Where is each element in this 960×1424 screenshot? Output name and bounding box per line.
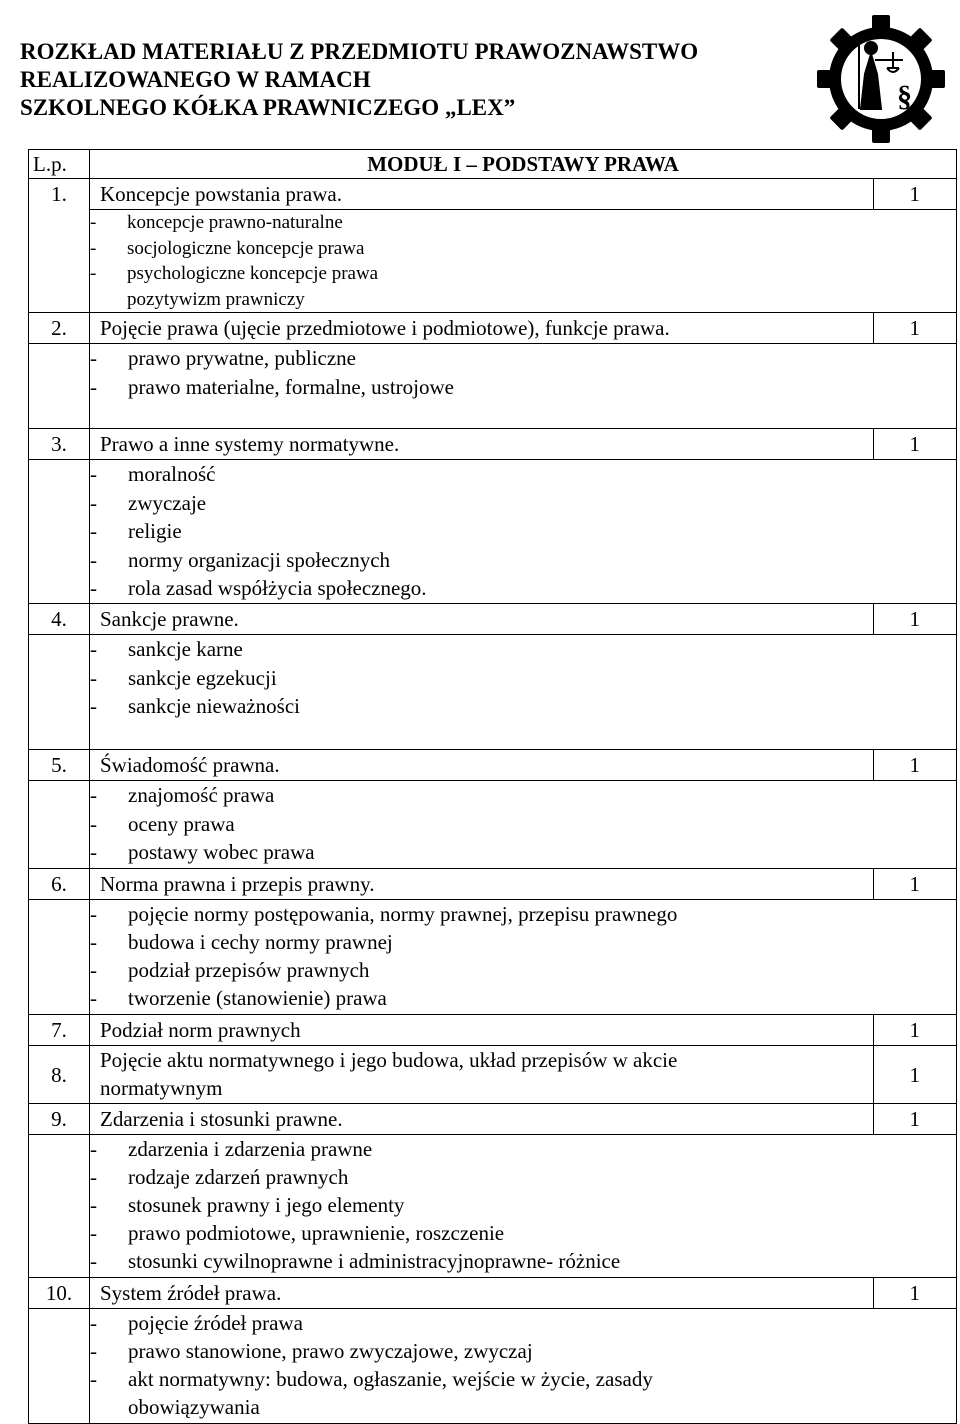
- subtopics: [90, 210, 957, 313]
- subtopics: [90, 1135, 957, 1278]
- table-row: [29, 1104, 957, 1135]
- row-hours: 1: [873, 1015, 956, 1046]
- subtopics: [90, 460, 957, 604]
- subtopics: [90, 1309, 957, 1424]
- subtopics: [90, 781, 957, 869]
- row-topic: [90, 1046, 874, 1104]
- table-subrow: [29, 344, 957, 429]
- row-hours: 1: [873, 869, 956, 900]
- list-item: - sankcje egzekucji: [90, 665, 277, 690]
- list-item: - normy organizacji społecznych: [90, 547, 391, 572]
- row-topic: System źródeł prawa.: [90, 1278, 874, 1309]
- row-number: 1.: [29, 179, 90, 210]
- table-row: [29, 604, 957, 635]
- row-hours: 1: [873, 179, 956, 210]
- row-hours: 1: [873, 1104, 956, 1135]
- row-topic-line: normatywnym: [100, 1076, 223, 1100]
- list-item: - prawo prywatne, publiczne: [90, 346, 356, 370]
- row-number: 2.: [29, 313, 90, 344]
- table-row: [29, 869, 957, 900]
- row-hours: 1: [873, 429, 956, 460]
- table-header-row: [29, 150, 957, 179]
- list-item: - prawo materialne, formalne, ustrojowe: [90, 374, 454, 399]
- table-row: [29, 429, 957, 460]
- row-topic: Zdarzenia i stosunki prawne.: [90, 1104, 874, 1135]
- list-item: - budowa i cechy normy prawnej: [90, 930, 393, 954]
- row-hours: 1: [873, 1278, 956, 1309]
- row-number: 10.: [29, 1278, 90, 1309]
- table-subrow: [29, 460, 957, 604]
- row-hours: 1: [873, 313, 956, 344]
- row-topic: Sankcje prawne.: [90, 604, 874, 635]
- curriculum-table: [28, 149, 957, 1424]
- row-topic: Norma prawna i przepis prawny.: [90, 869, 874, 900]
- lady-justice-gear-logo-icon: [815, 14, 947, 144]
- row-topic: Prawo a inne systemy normatywne.: [90, 429, 874, 460]
- table-subrow: [29, 1135, 957, 1278]
- table-subrow: [29, 781, 957, 869]
- list-item: - sankcje nieważności: [90, 694, 301, 718]
- row-number: 9.: [29, 1104, 90, 1135]
- list-item: - oceny prawa: [90, 811, 235, 836]
- lp-header: L.p.: [29, 150, 90, 179]
- table-subrow: [29, 210, 957, 313]
- title-line: ROZKŁAD MATERIAŁU Z PRZEDMIOTU PRAWOZNAWSTWO: [20, 39, 699, 64]
- list-item: - sankcje karne: [90, 637, 243, 661]
- table-subrow: [29, 900, 957, 1015]
- list-item: - tworzenie (stanowienie) prawa: [90, 986, 387, 1010]
- list-item-continuation: obowiązywania: [128, 1395, 260, 1419]
- list-item: - zdarzenia i zdarzenia prawne: [90, 1137, 373, 1161]
- row-number: 7.: [29, 1015, 90, 1046]
- list-item: - moralność: [90, 462, 216, 486]
- table-row: [29, 179, 957, 210]
- row-number: 4.: [29, 604, 90, 635]
- list-item: - rodzaje zdarzeń prawnych: [90, 1165, 349, 1189]
- document-title: [20, 38, 698, 122]
- table-subrow: [29, 635, 957, 750]
- row-topic-line: Pojęcie aktu normatywnego i jego budowa, układ przepisów w akcie: [100, 1048, 678, 1072]
- row-number: 8.: [29, 1046, 90, 1104]
- table-row: [29, 1278, 957, 1309]
- subtopics: [90, 900, 957, 1015]
- subtopics: [90, 635, 957, 750]
- list-item: - prawo podmiotowe, uprawnienie, roszczenie: [90, 1221, 505, 1245]
- row-topic: Pojęcie prawa (ujęcie przedmiotowe i podmiotowe), funkcje prawa.: [90, 313, 874, 344]
- list-item: - rola zasad współżycia społecznego.: [90, 576, 427, 600]
- svg-text:§: §: [897, 80, 912, 113]
- table-row: [29, 1046, 957, 1104]
- list-item: - koncepcje prawno-naturalne: [90, 212, 343, 233]
- row-hours: 1: [873, 750, 956, 781]
- table-row: [29, 750, 957, 781]
- list-item: - znajomość prawa: [90, 783, 275, 807]
- list-item: - zwyczaje: [90, 490, 207, 515]
- subtopics: [90, 344, 957, 429]
- list-item: - stosunek prawny i jego elementy: [90, 1193, 405, 1217]
- list-item: - pojęcie normy postępowania, normy prawnej, przepisu prawnego: [90, 902, 678, 926]
- row-topic: Koncepcje powstania prawa.: [90, 179, 874, 210]
- table-row: [29, 313, 957, 344]
- row-number: 3.: [29, 429, 90, 460]
- table-row: [29, 1015, 957, 1046]
- list-item: - akt normatywny: budowa, ogłaszanie, wejście w życie, zasady: [90, 1367, 653, 1391]
- list-item: - socjologiczne koncepcje prawa: [90, 237, 365, 259]
- list-item: - religie: [90, 519, 182, 543]
- row-hours: 1: [873, 1046, 956, 1104]
- table-subrow: [29, 1309, 957, 1424]
- list-item: - stosunki cywilnoprawne i administracyjnoprawne- różnice: [90, 1249, 621, 1273]
- row-hours: 1: [873, 604, 956, 635]
- row-number: 5.: [29, 750, 90, 781]
- list-item: - postawy wobec prawa: [90, 840, 315, 864]
- list-item: - prawo stanowione, prawo zwyczajowe, zwyczaj: [90, 1339, 533, 1363]
- row-topic: Podział norm prawnych: [90, 1015, 874, 1046]
- title-line: SZKOLNEGO KÓŁKA PRAWNICZEGO „LEX”: [20, 95, 516, 120]
- list-item: - pojęcie źródeł prawa: [90, 1311, 303, 1335]
- row-topic: Świadomość prawna.: [90, 750, 874, 781]
- row-number: 6.: [29, 869, 90, 900]
- list-item: - podział przepisów prawnych: [90, 958, 370, 982]
- module-title: MODUŁ I – PODSTAWY PRAWA: [90, 150, 957, 179]
- list-item-continuation: pozytywizm prawniczy: [127, 288, 305, 310]
- title-line: REALIZOWANEGO W RAMACH: [20, 67, 371, 92]
- list-item: - psychologiczne koncepcje prawa: [90, 263, 379, 284]
